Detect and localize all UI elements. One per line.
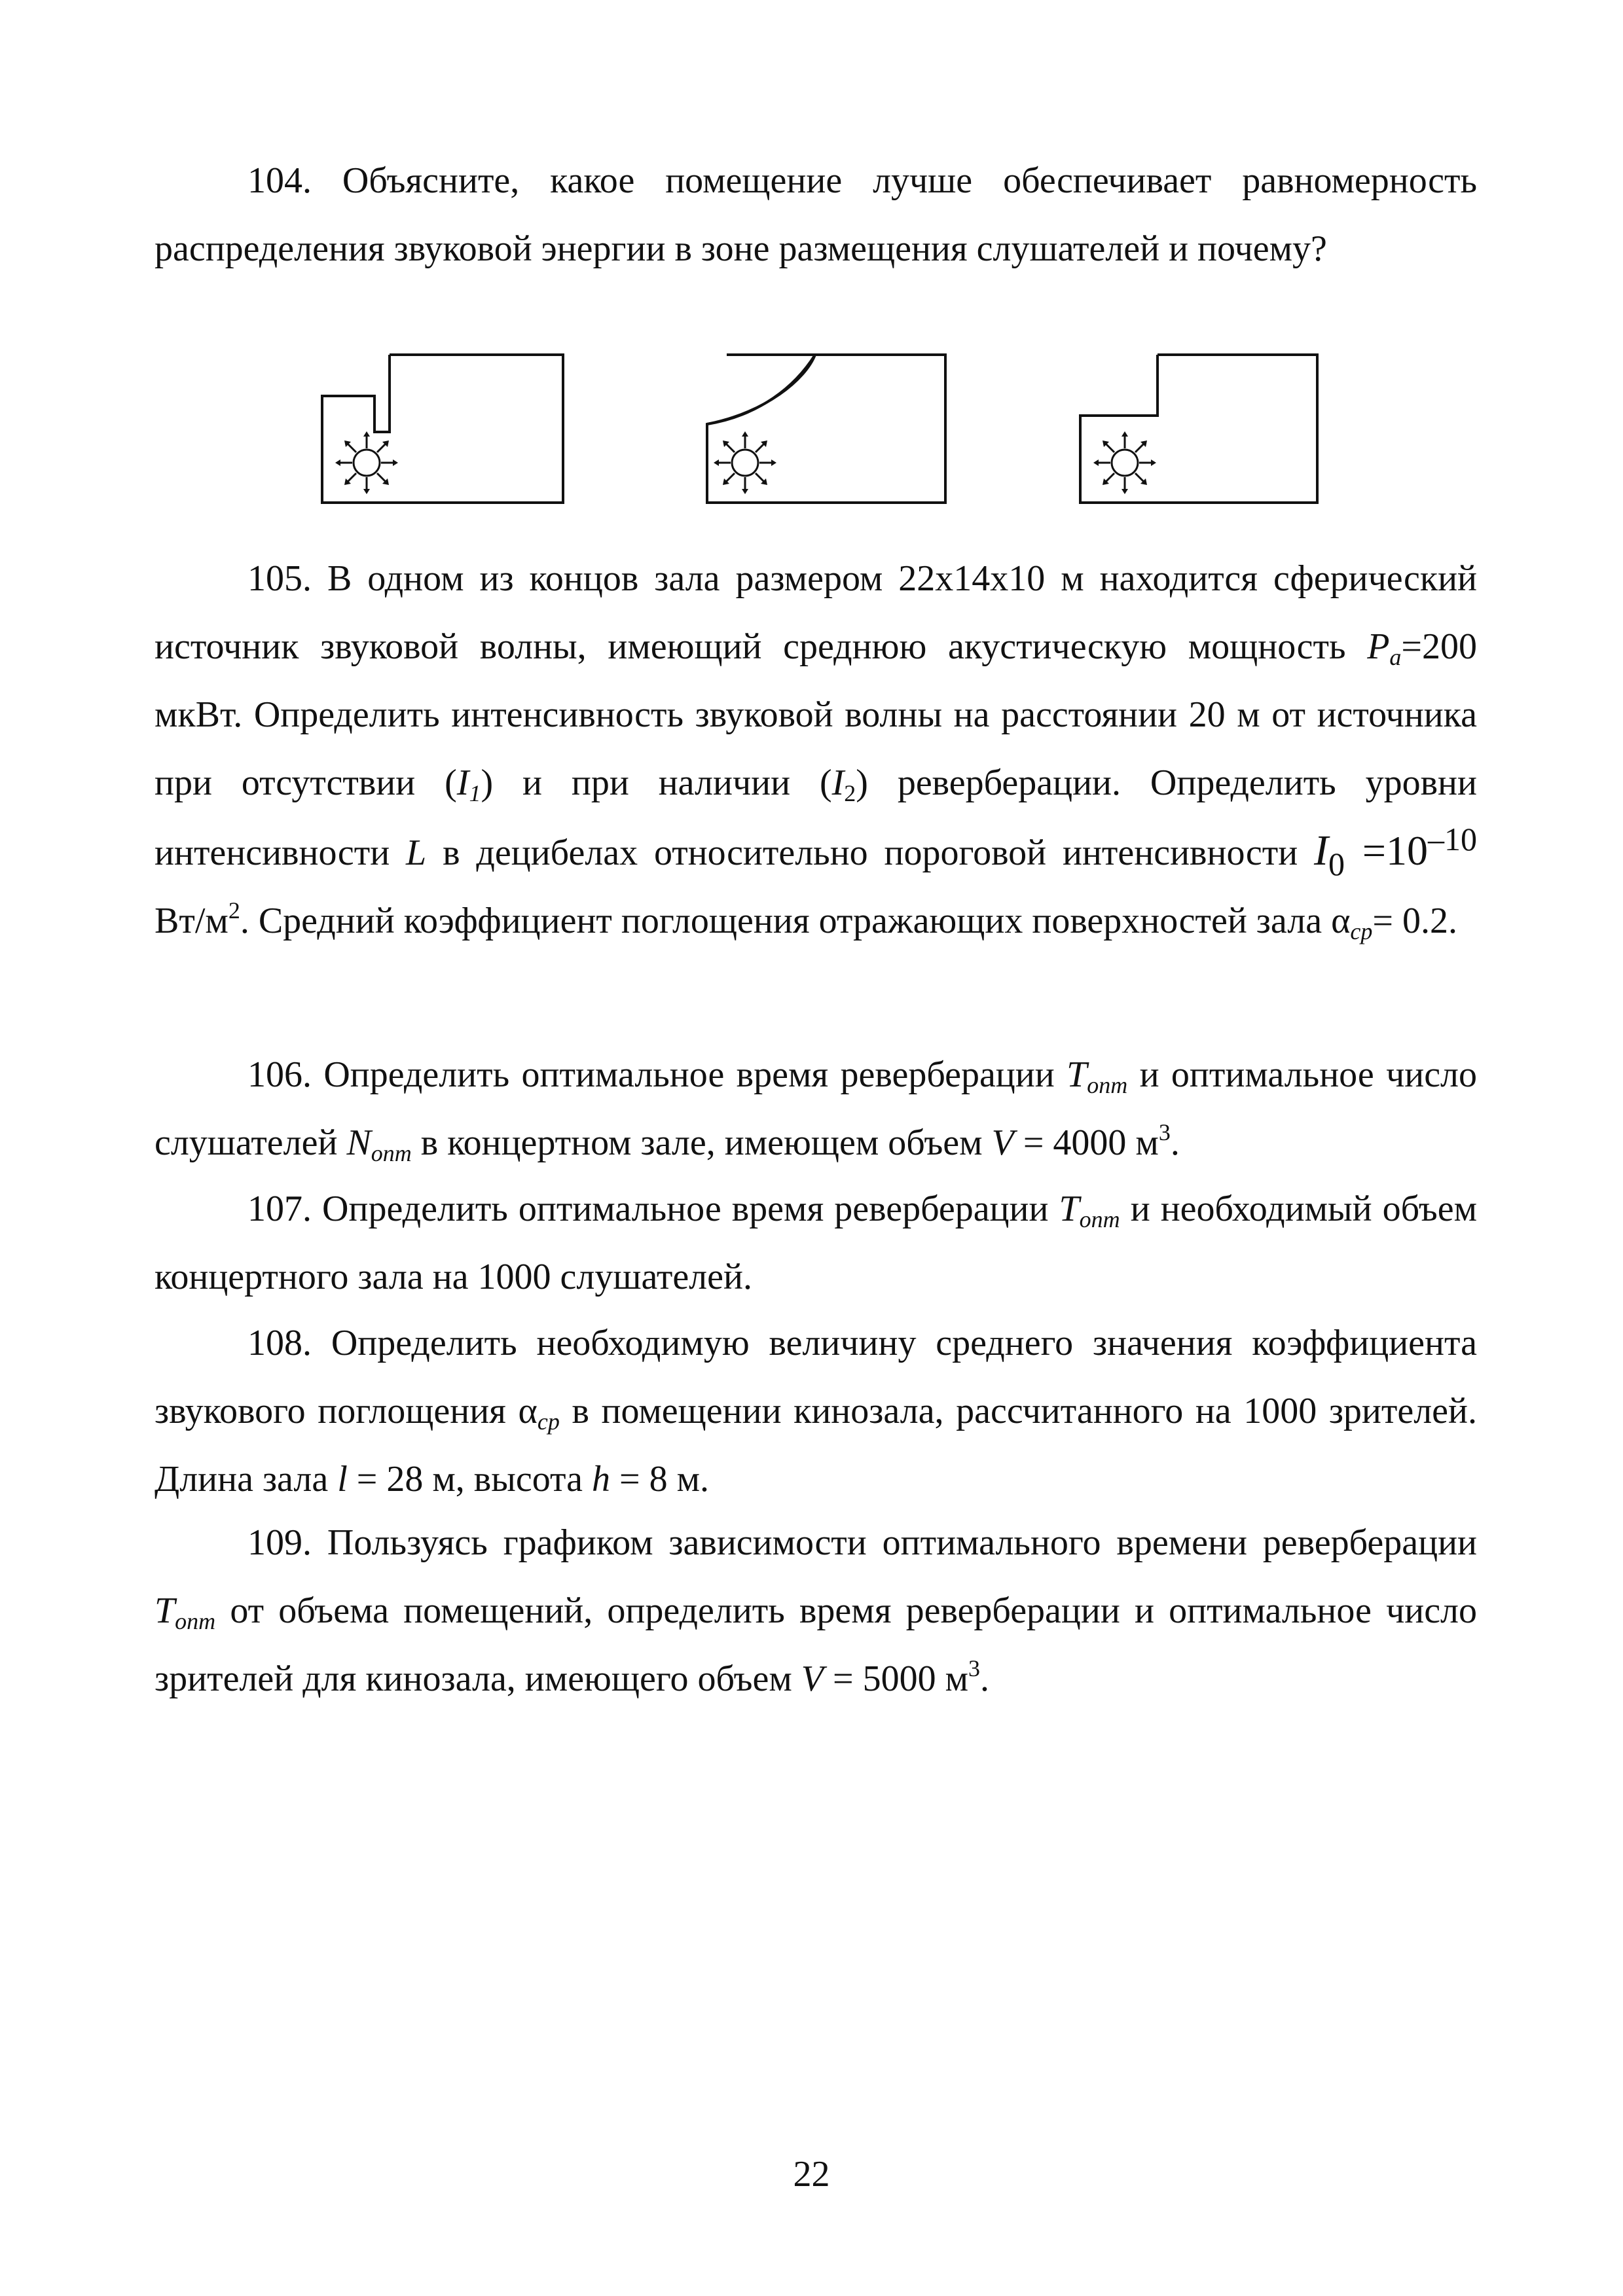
var-T-sub: опт xyxy=(1087,1072,1128,1098)
var-I2-sub: 2 xyxy=(844,780,856,806)
q106-text: в концертном зале, имеющем объем xyxy=(411,1122,992,1163)
page-number: 22 xyxy=(793,2154,830,2195)
var-V: V xyxy=(991,1122,1014,1163)
question-104 xyxy=(155,147,1477,283)
sound-source-icon xyxy=(714,431,776,494)
q109-text: . xyxy=(980,1659,990,1699)
q106-text: Определить оптимальное время реверберации xyxy=(323,1054,1067,1095)
q108-text: = 8 м. xyxy=(610,1459,710,1499)
room-shapes-figure xyxy=(308,340,1329,511)
unit-sup: 3 xyxy=(1158,1119,1171,1145)
var-N: N xyxy=(346,1122,371,1163)
q108-number: 108. xyxy=(247,1323,312,1363)
q105-text: =200 мкВт. Определить интенсивность звуковой волны на расстоянии 20 м от источника при отсутствии ( xyxy=(155,626,1477,803)
var-N-sub: опт xyxy=(371,1140,412,1166)
q107-text: Определить оптимальное время реверберации xyxy=(322,1189,1059,1229)
q105-text: = 0.2. xyxy=(1372,901,1457,941)
var-T: T xyxy=(155,1590,175,1631)
sound-source-icon xyxy=(1093,431,1156,494)
q107-number: 107. xyxy=(247,1189,312,1229)
q104-number: 104. xyxy=(247,160,312,201)
var-Pa-sub: a xyxy=(1389,644,1402,670)
question-109 xyxy=(155,1509,1477,1713)
var-l: l xyxy=(337,1459,348,1499)
var-acp-sub: ср xyxy=(1350,918,1373,944)
q105-text: ) реверберации. Определить уровни интенсивности xyxy=(155,762,1477,873)
var-I1: I xyxy=(456,762,469,803)
var-h: h xyxy=(592,1459,610,1499)
q109-text: Пользуясь графиком зависимости оптимального времени реверберации xyxy=(327,1522,1478,1563)
var-T-sub: опт xyxy=(175,1608,216,1634)
q109-text: от объема помещений, определить время реверберации и оптимальное число зрителей для кинозала, имеющего объем xyxy=(155,1590,1477,1699)
I0-value: =10 xyxy=(1345,827,1429,874)
var-I2: I xyxy=(831,762,845,803)
q105-text: . Средний коэффициент поглощения отражающих поверхностей зала α xyxy=(240,901,1351,941)
var-I0: I xyxy=(1314,827,1329,874)
room-2-shape xyxy=(707,355,945,503)
q109-number: 109. xyxy=(247,1522,312,1563)
var-T: T xyxy=(1059,1189,1080,1229)
var-I1-sub: 1 xyxy=(469,780,481,806)
q105-text: в децибелах относительно пороговой интенсивности xyxy=(426,833,1315,873)
q104-text: Объясните, какое помещение лучше обеспечивает равномерность распределения звуковой энергии в зоне размещения слушателей и почему? xyxy=(155,160,1477,269)
room-1-shape xyxy=(322,355,563,503)
unit-sup: 2 xyxy=(228,897,240,924)
q106-text: . xyxy=(1170,1122,1180,1163)
q108-text: = 28 м, высота xyxy=(347,1459,592,1499)
question-107 xyxy=(155,1175,1477,1311)
question-108 xyxy=(155,1309,1477,1513)
q105-text: Вт/м xyxy=(155,901,228,941)
q107-text: и необходимый объем концертного зала на 1000 слушателей. xyxy=(155,1189,1478,1297)
q105-text: В одном из концов зала размером 22х14х10 м находится сферический источник звуковой волны, имеющий среднюю акустическую мощность xyxy=(155,558,1478,667)
var-L: L xyxy=(406,833,427,873)
var-I0-sub: 0 xyxy=(1328,846,1345,882)
q105-number: 105. xyxy=(247,558,312,599)
unit-sup: 3 xyxy=(968,1655,981,1681)
var-T-sub: опт xyxy=(1079,1206,1120,1232)
q108-text: в помещении кинозала, рассчитанного на 1000 зрителей. Длина зала xyxy=(155,1391,1478,1499)
var-T: T xyxy=(1067,1054,1087,1095)
I0-exponent: –10 xyxy=(1428,821,1478,857)
var-V: V xyxy=(801,1659,824,1699)
question-105 xyxy=(155,545,1477,955)
q106-text: и оптимальное число слушателей xyxy=(155,1054,1478,1163)
sound-source-icon xyxy=(335,431,398,494)
room-3-shape xyxy=(1080,355,1317,503)
q106-text: = 4000 м xyxy=(1013,1122,1159,1163)
q109-text: = 5000 м xyxy=(824,1659,969,1699)
var-Pa: P xyxy=(1367,626,1390,667)
question-106 xyxy=(155,1041,1477,1177)
q105-text: ) и при наличии ( xyxy=(481,762,832,803)
var-a-sub: ср xyxy=(537,1408,560,1435)
q108-text: Определить необходимую величину среднего значения коэффициента звукового поглощения α xyxy=(155,1323,1477,1431)
q106-number: 106. xyxy=(247,1054,312,1095)
